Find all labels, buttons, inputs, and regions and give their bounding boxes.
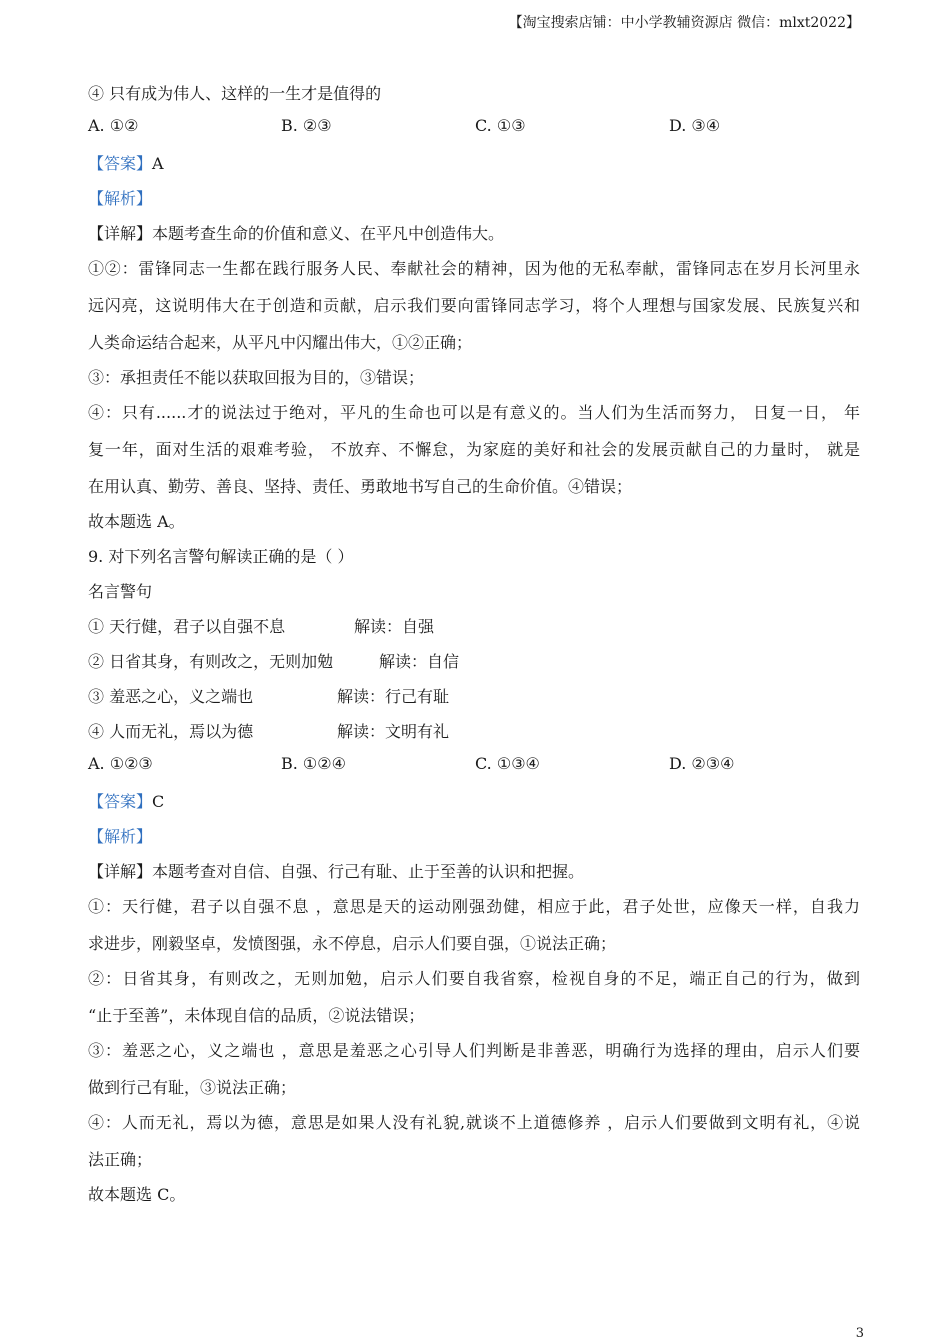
q9-detail-line-2: 求进步，刚毅坚卓，发愤图强，永不停息，启示人们要自强，①说法正确； (88, 934, 617, 953)
q8-option-b: B. ②③ (281, 116, 332, 135)
q8-option-a: A. ①② (88, 116, 139, 135)
q9-quote-3: ③ 羞恶之心，义之端也 (88, 687, 254, 706)
q9-quote-2: ② 日省其身，有则改之，无则加勉 (88, 652, 334, 671)
q9-stem: 9. 对下列名言警句解读正确的是（ ） (88, 547, 354, 566)
q9-detail-line-3: ②：日省其身，有则改之，无则加勉，启示人们要自我省察，检视自身的不足，端正自己的行为，做到 (88, 969, 860, 988)
q9-detail-line-0 (88, 859, 584, 882)
q9-interp-1: 解读：自强 (354, 617, 435, 636)
q8-detail-tag: 【详解】 (88, 224, 153, 243)
q9-answer: C (152, 792, 165, 811)
q9-detail-line-5: ③：羞恶之心，义之端也 ，意思是羞恶之心引导人们判断是非善恶，明确行为选择的理由，启示人们要 (88, 1041, 860, 1060)
q9-detail-line-4: “止于至善”，未体现自信的品质，②说法错误； (88, 1006, 425, 1025)
q9-quote-1: ① 天行健，君子以自强不息 (88, 617, 286, 636)
q9-option-b: B. ①②④ (281, 754, 346, 773)
q9-detail-line-1: ①：天行健，君子以自强不息 ，意思是天的运动刚强劲健，相应于此，君子处世，应像天一样，自我力 (88, 897, 860, 916)
q8-analysis-tag: 【解析】 (88, 189, 153, 208)
q9-detail-line-7: ④：人而无礼，焉以为德，意思是如果人没有礼貌,就谈不上道德修养 ，启示人们要做到文明有礼，④说 (88, 1113, 860, 1132)
q8-answer-tag: 【答案】 (88, 154, 153, 173)
q9-option-c: C. ①③④ (475, 754, 540, 773)
q8-detail-line-0 (88, 221, 504, 244)
q9-option-a: A. ①②③ (88, 754, 153, 773)
q8-detail-line-4: ③：承担责任不能以获取回报为目的，③错误； (88, 368, 425, 387)
q9-table-title: 名言警句 (88, 582, 153, 601)
q9-conclusion: 故本题选 C。 (88, 1185, 186, 1204)
q8-option-c: C. ①③ (475, 116, 526, 135)
q9-detail-text: 本题考查对自信、自强、行己有耻、止于至善的认识和把握。 (152, 862, 585, 881)
q8-detail-text: 本题考查生命的价值和意义、在平凡中创造伟大。 (152, 224, 505, 243)
q9-detail-line-8: 法正确； (88, 1150, 153, 1169)
q9-detail-line-6: 做到行己有耻，③说法正确； (88, 1078, 297, 1097)
q9-interp-3: 解读：行己有耻 (337, 687, 450, 706)
q8-detail-line-3: 人类命运结合起来，从平凡中闪耀出伟大，①②正确； (88, 333, 473, 352)
q8-option-d: D. ③④ (669, 116, 721, 135)
q8-conclusion: 故本题选 A。 (88, 512, 185, 531)
q9-analysis-tag: 【解析】 (88, 827, 153, 846)
q9-quote-4: ④ 人而无礼，焉以为德 (88, 722, 254, 741)
q9-interp-4: 解读：文明有礼 (337, 722, 450, 741)
q8-detail-line-1: ①②：雷锋同志一生都在践行服务人民、奉献社会的精神，因为他的无私奉献，雷锋同志在岁月长河里永 (88, 259, 860, 278)
q9-detail-tag: 【详解】 (88, 862, 153, 881)
q9-interp-2: 解读：自信 (379, 652, 460, 671)
q8-detail-line-2: 远闪亮，这说明伟大在于创造和贡献，启示我们要向雷锋同志学习，将个人理想与国家发展、民族复兴和 (88, 296, 860, 315)
q8-answer-line (88, 151, 164, 174)
page-number: 3 (855, 1326, 864, 1341)
q8-answer: A (152, 154, 164, 173)
page-header: 【淘宝搜索店铺：中小学教辅资源店 微信：mlxt2022】 (508, 15, 860, 31)
q9-answer-tag: 【答案】 (88, 792, 153, 811)
q8-detail-line-5: ④：只有......才的说法过于绝对，平凡的生命也可以是有意义的。当人们为生活而努力， 日复一日， 年 (88, 403, 860, 422)
q8-detail-line-6: 复一年，面对生活的艰难考验， 不放弃、不懈怠，为家庭的美好和社会的发展贡献自己的力量时， 就是 (88, 440, 860, 459)
q8-item-4: ④ 只有成为伟人、这样的一生才是值得的 (88, 84, 382, 103)
q9-option-d: D. ②③④ (669, 754, 735, 773)
q8-detail-line-7: 在用认真、勤劳、善良、坚持、责任、勇敢地书写自己的生命价值。④错误； (88, 477, 633, 496)
q9-answer-line (88, 789, 164, 812)
